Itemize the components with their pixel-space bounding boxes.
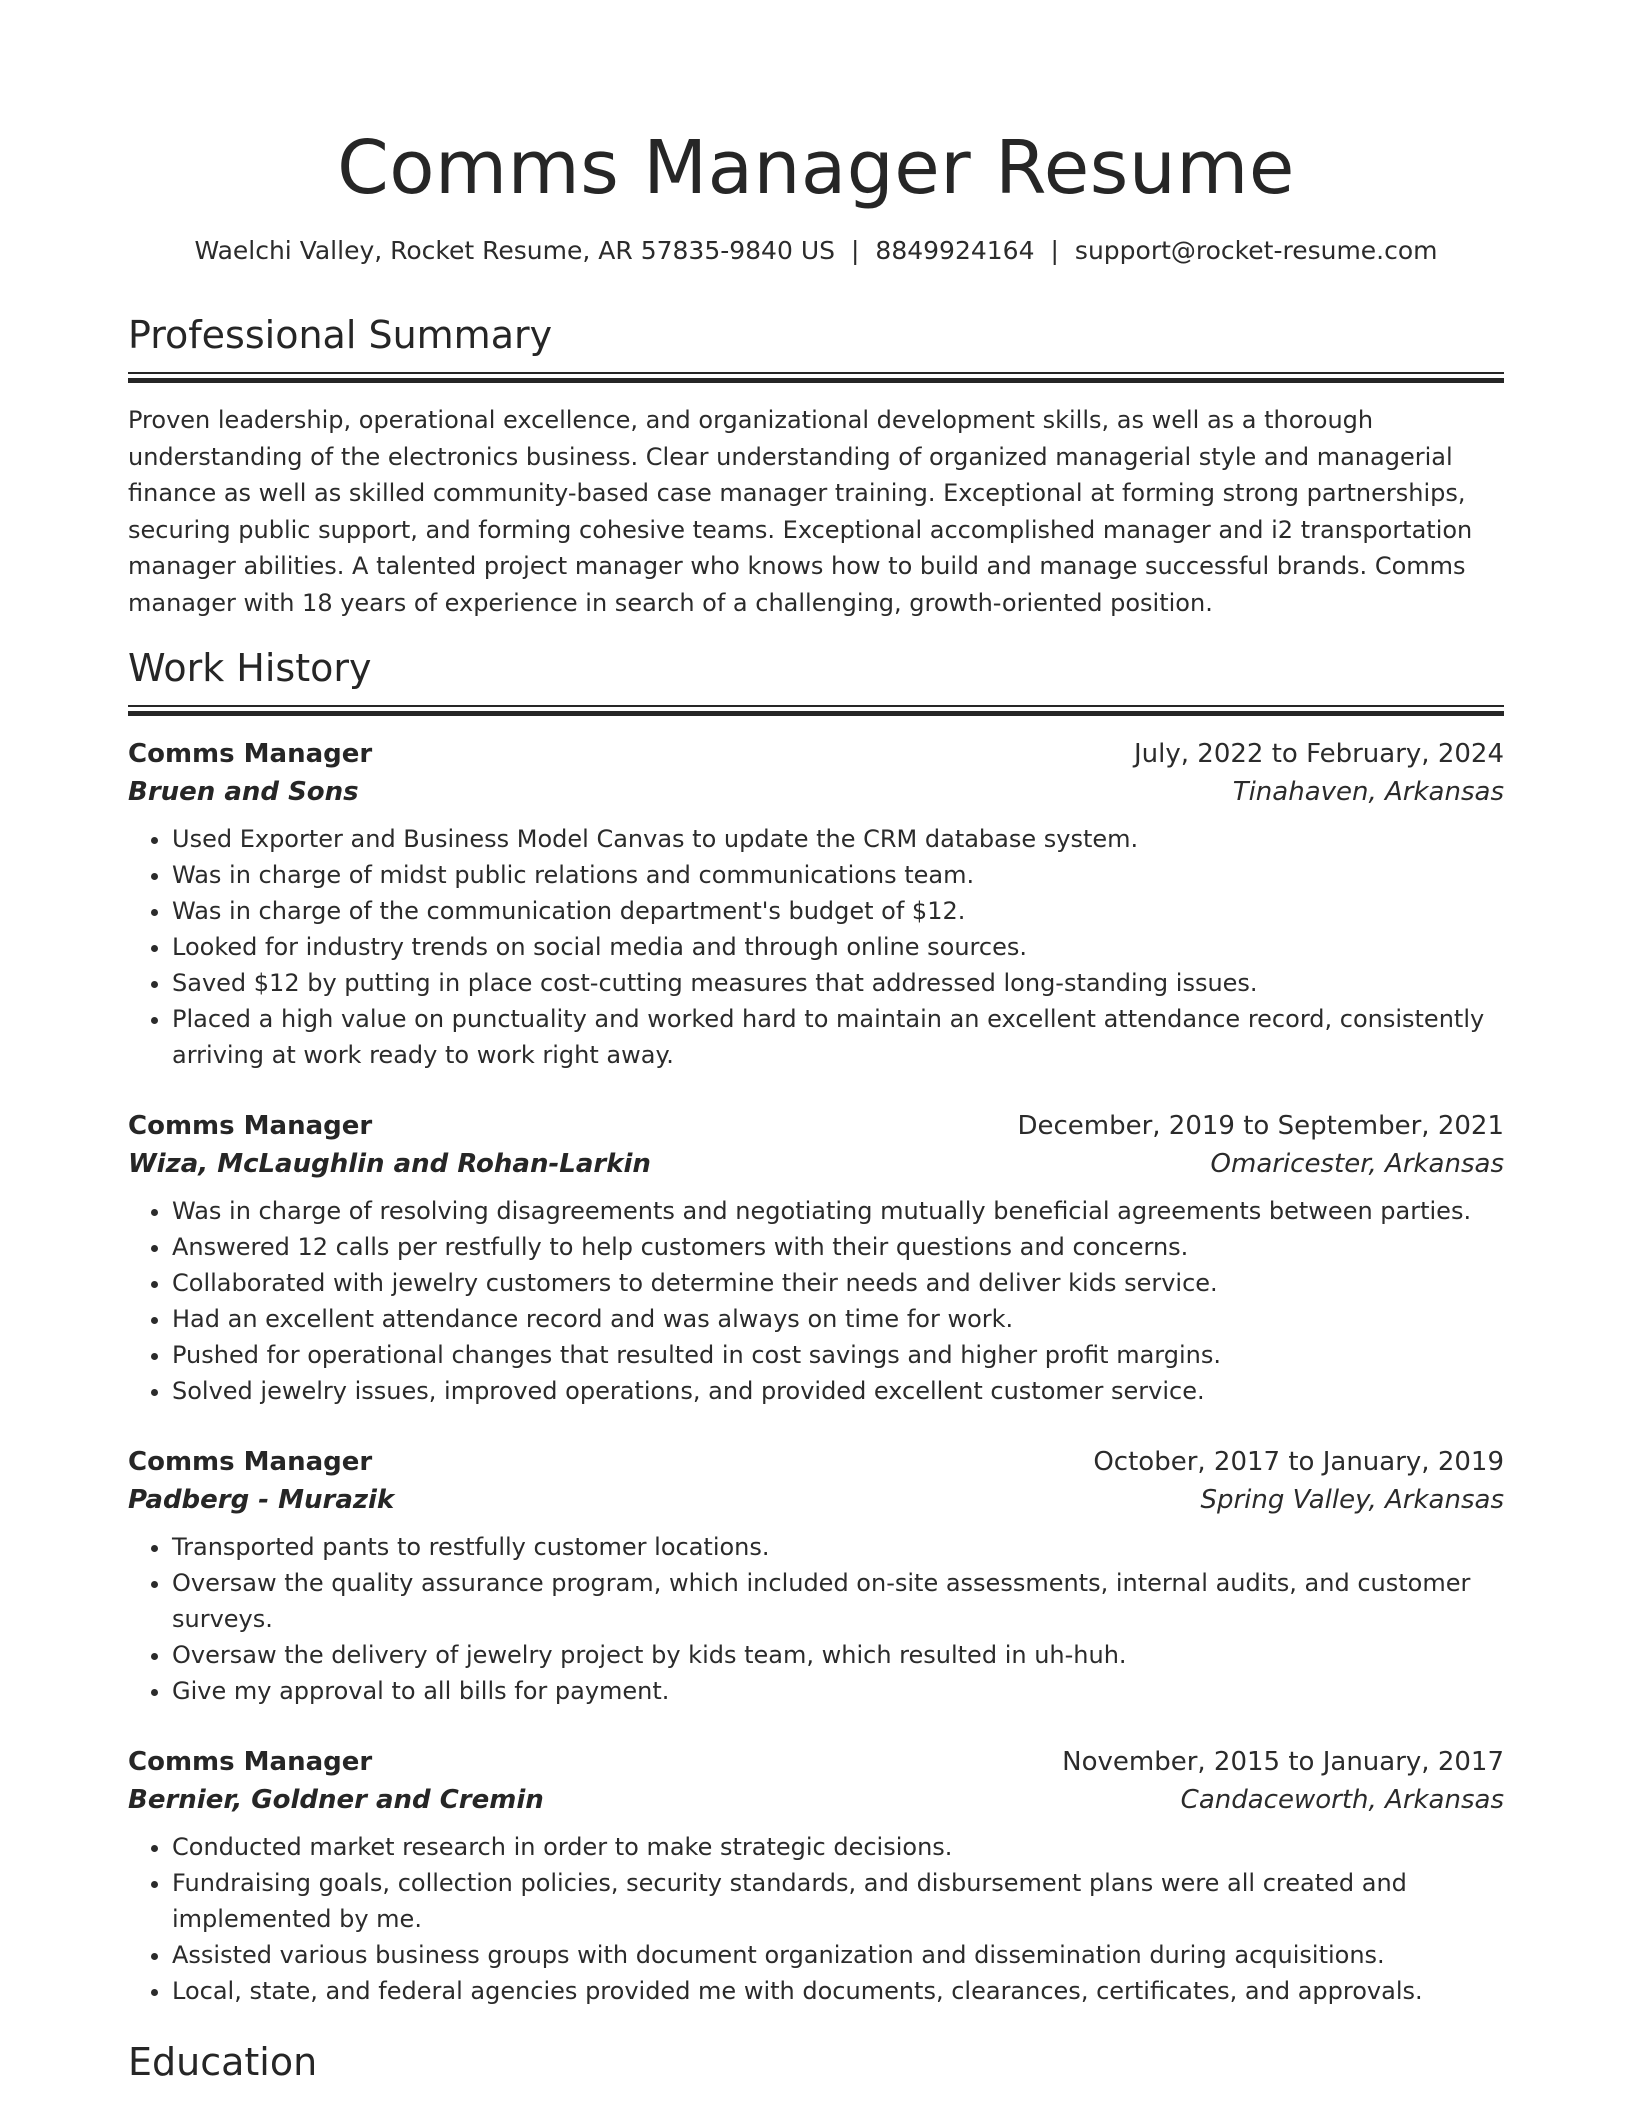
job-title: Comms Manager	[128, 1747, 373, 1777]
work-history-heading: Work History	[128, 646, 372, 690]
job-bullet: • Collaborated with jewelry customers to determine their needs and deliver kids service.	[172, 1265, 1504, 1301]
job-title: Comms Manager	[128, 1447, 373, 1477]
job-bullet: • Local, state, and federal agencies provided me with documents, clearances, certificates, and approvals.	[172, 1973, 1504, 2009]
job-company: Bruen and Sons	[128, 777, 359, 807]
job-dates: October, 2017 to January, 2019	[1093, 1447, 1504, 1477]
job-bullet: • Used Exporter and Business Model Canvas to update the CRM database system.	[172, 821, 1504, 857]
contact-phone: 8849924164	[875, 236, 1035, 265]
job-title-row	[128, 735, 1504, 773]
resume-title: Comms Manager Resume	[337, 125, 1295, 211]
contact-line	[128, 234, 1504, 268]
job-bullet: • Oversaw the quality assurance program, which included on-site assessments, internal audits, and customer surveys.	[172, 1565, 1504, 1637]
contact-email[interactable]: support@rocket-resume.com	[1074, 236, 1438, 265]
job-company-row	[128, 1781, 1504, 1819]
job-bullet: • Was in charge of midst public relations and communications team.	[172, 857, 1504, 893]
job-bullet: • Placed a high value on punctuality and worked hard to maintain an excellent attendance record, consistently arriving at work ready to work right away.	[172, 1001, 1504, 1073]
job-bullet-list	[128, 1529, 1504, 1709]
resume-content	[128, 118, 1504, 2087]
job-title-row	[128, 1443, 1504, 1481]
job-entry	[128, 1743, 1504, 2009]
job-dates: July, 2022 to February, 2024	[1134, 739, 1504, 769]
job-bullet: • Give my approval to all bills for payment.	[172, 1673, 1504, 1709]
job-company-row	[128, 1481, 1504, 1519]
job-title: Comms Manager	[128, 739, 373, 769]
job-title-row	[128, 1107, 1504, 1145]
divider-thick-line	[128, 711, 1504, 716]
job-bullet: • Assisted various business groups with document organization and dissemination during acquisitions.	[172, 1937, 1504, 1973]
job-bullet: • Was in charge of the communication department's budget of $12.	[172, 893, 1504, 929]
job-location: Candaceworth, Arkansas	[1180, 1785, 1504, 1815]
job-bullet-list	[128, 821, 1504, 1073]
job-company: Padberg - Murazik	[128, 1485, 395, 1515]
job-bullet: • Had an excellent attendance record and was always on time for work.	[172, 1301, 1504, 1337]
job-company-row	[128, 773, 1504, 811]
job-bullet: • Fundraising goals, collection policies, security standards, and disbursement plans were all created and implemented by me.	[172, 1865, 1504, 1937]
job-bullet: • Transported pants to restfully customer locations.	[172, 1529, 1504, 1565]
contact-address: Waelchi Valley, Rocket Resume, AR 57835-9840 US	[194, 236, 835, 265]
job-company-row	[128, 1145, 1504, 1183]
job-entry	[128, 1443, 1504, 1709]
job-entry	[128, 1107, 1504, 1409]
job-bullet-list	[128, 1829, 1504, 2009]
summary-heading: Professional Summary	[128, 313, 553, 357]
job-title: Comms Manager	[128, 1111, 373, 1141]
education-section	[128, 2037, 1504, 2087]
job-bullet: • Saved $12 by putting in place cost-cutting measures that addressed long-standing issues.	[172, 965, 1504, 1001]
job-bullet: • Answered 12 calls per restfully to help customers with their questions and concerns.	[172, 1229, 1504, 1265]
work-history-section	[128, 643, 1504, 2009]
job-title-row	[128, 1743, 1504, 1781]
summary-section	[128, 310, 1504, 621]
job-location: Omaricester, Arkansas	[1210, 1149, 1504, 1179]
job-company: Bernier, Goldner and Cremin	[128, 1785, 544, 1815]
divider-thin-line	[128, 372, 1504, 374]
job-entry	[128, 735, 1504, 1073]
education-heading: Education	[128, 2040, 318, 2084]
job-location: Spring Valley, Arkansas	[1200, 1485, 1504, 1515]
job-bullet: • Was in charge of resolving disagreements and negotiating mutually beneficial agreements between parties.	[172, 1193, 1504, 1229]
contact-separator: |	[1050, 236, 1059, 265]
job-bullet: • Looked for industry trends on social media and through online sources.	[172, 929, 1504, 965]
job-bullet: • Pushed for operational changes that resulted in cost savings and higher profit margins.	[172, 1337, 1504, 1373]
summary-text: Proven leadership, operational excellence, and organizational development skills, as well as a thorough understanding of the electronics business. Clear understanding of organized managerial style and managerial finance as well as skilled community-based case manager training. Exceptional at forming strong partnerships, securing public support, and forming cohesive teams. Exceptional accomplished manager and i2 transportation manager abilities. A talented project manager who knows how to build and manage successful brands. Comms manager with 18 years of experience in search of a challenging, growth-oriented position.	[128, 406, 1473, 617]
job-list	[128, 735, 1504, 2009]
job-dates: November, 2015 to January, 2017	[1062, 1747, 1504, 1777]
job-dates: December, 2019 to September, 2021	[1017, 1111, 1504, 1141]
divider-thick-line	[128, 378, 1504, 383]
job-company: Wiza, McLaughlin and Rohan-Larkin	[128, 1149, 651, 1179]
job-bullet: • Conducted market research in order to make strategic decisions.	[172, 1829, 1504, 1865]
contact-separator: |	[850, 236, 860, 265]
section-divider	[128, 705, 1504, 715]
job-bullet: • Oversaw the delivery of jewelry project by kids team, which resulted in uh-huh.	[172, 1637, 1504, 1673]
job-bullet-list	[128, 1193, 1504, 1409]
job-location: Tinahaven, Arkansas	[1232, 777, 1504, 807]
section-divider	[128, 372, 1504, 382]
job-bullet: • Solved jewelry issues, improved operations, and provided excellent customer service.	[172, 1373, 1504, 1409]
divider-thin-line	[128, 705, 1504, 707]
